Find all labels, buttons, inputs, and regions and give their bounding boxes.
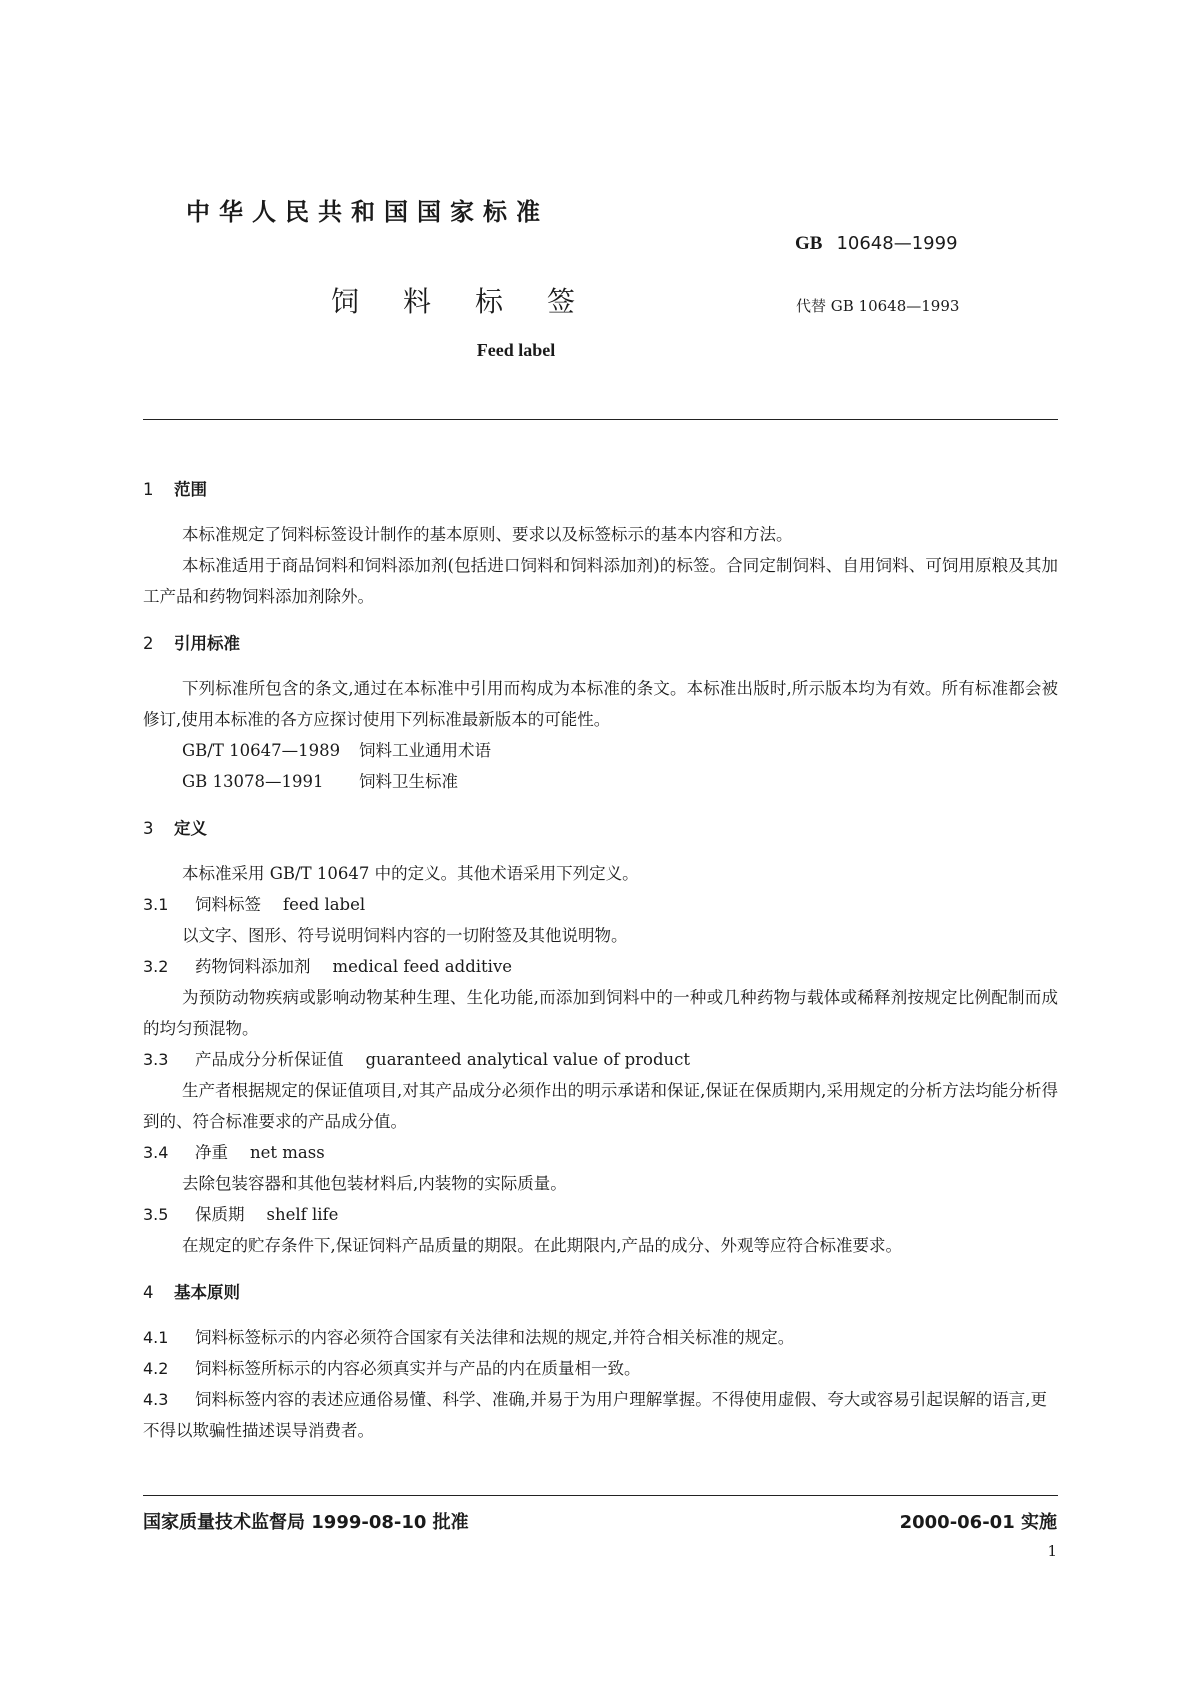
clause-term-en: feed label [283, 895, 366, 914]
section-title: 范围 [174, 480, 207, 499]
clause-definition: 在规定的贮存条件下,保证饲料产品质量的期限。在此期限内,产品的成分、外观等应符合标准要求。 [182, 1236, 902, 1255]
page-number: 1 [1047, 1542, 1057, 1560]
item-number: 4.1 [143, 1328, 169, 1347]
principle-item [143, 1322, 1058, 1353]
spacer [143, 1261, 1058, 1277]
standard-prefix: GB [795, 233, 823, 254]
normative-reference [143, 735, 1058, 766]
section-number: 3 [143, 819, 154, 838]
replaces-note: 代替 GB 10648—1993 [796, 297, 960, 315]
footer-divider [143, 1495, 1058, 1496]
clause-term-en: medical feed additive [332, 957, 513, 976]
clause-definition: 去除包装容器和其他包装材料后,内装物的实际质量。 [182, 1174, 567, 1193]
header-divider [143, 419, 1058, 420]
section-3-heading [143, 813, 1058, 844]
clause-number: 3.2 [143, 957, 169, 976]
approval-date: 国家质量技术监督局 1999-08-10 批准 [143, 1512, 469, 1533]
section-title: 引用标准 [174, 634, 240, 653]
document-title-cn: 饲料标签 [330, 285, 619, 318]
item-text: 饲料标签内容的表述应通俗易懂、科学、准确,并易于为用户理解掌握。不得使用虚假、夸大或容易引起误解的语言,更不得以欺骗性描述误导消费者。 [143, 1390, 1047, 1440]
clause-term-en: net mass [250, 1143, 325, 1162]
clause-heading [143, 951, 1058, 982]
section-title: 基本原则 [174, 1283, 240, 1302]
clause-number: 3.3 [143, 1050, 169, 1069]
item-text: 饲料标签所标示的内容必须真实并与产品的内在质量相一致。 [195, 1359, 641, 1378]
principle-item [143, 1353, 1058, 1384]
paragraph: 下列标准所包含的条文,通过在本标准中引用而构成为本标准的条文。本标准出版时,所示版本均为有效。所有标准都会被修订,使用本标准的各方应探讨使用下列标准最新版本的可能性。 [143, 679, 1058, 729]
clause-term-en: shelf life [266, 1205, 339, 1224]
reference-title: 饲料工业通用术语 [359, 741, 491, 760]
standard-number: 10648—1999 [836, 233, 958, 254]
clause-definition: 以文字、图形、符号说明饲料内容的一切附签及其他说明物。 [182, 926, 628, 945]
clause-heading [143, 1199, 1058, 1230]
section-1-heading [143, 474, 1058, 505]
normative-reference [143, 766, 1058, 797]
clause-number: 3.4 [143, 1143, 169, 1162]
clause-heading [143, 1137, 1058, 1168]
clause-heading [143, 1044, 1058, 1075]
clause-term: 饲料标签 [195, 895, 261, 914]
clause-term-en: guaranteed analytical value of product [365, 1050, 691, 1069]
reference-code: GB/T 10647—1989 [182, 741, 341, 760]
spacer [143, 612, 1058, 628]
paragraph: 本标准采用 GB/T 10647 中的定义。其他术语采用下列定义。 [182, 864, 639, 883]
clause-term: 药物饲料添加剂 [195, 957, 311, 976]
clause-number: 3.5 [143, 1205, 169, 1224]
item-text: 饲料标签标示的内容必须符合国家有关法律和法规的规定,并符合相关标准的规定。 [195, 1328, 795, 1347]
paragraph: 本标准适用于商品饲料和饲料添加剂(包括进口饲料和饲料添加剂)的标签。合同定制饲料、自用饲料、可饲用原粮及其加工产品和药物饲料添加剂除外。 [143, 556, 1058, 606]
document-body [143, 474, 1058, 1446]
spacer [143, 797, 1058, 813]
section-number: 1 [143, 480, 154, 499]
effective-date: 2000-06-01 实施 [899, 1512, 1057, 1533]
clause-definition: 生产者根据规定的保证值项目,对其产品成分必须作出的明示承诺和保证,保证在保质期内,采用规定的分析方法均能分析得到的、符合标准要求的产品成分值。 [143, 1081, 1058, 1131]
clause-term: 产品成分分析保证值 [195, 1050, 344, 1069]
clause-term: 净重 [195, 1143, 228, 1162]
reference-title: 饲料卫生标准 [359, 772, 458, 791]
document-title-en: Feed label [476, 340, 556, 360]
item-number: 4.3 [143, 1390, 169, 1409]
clause-term: 保质期 [195, 1205, 245, 1224]
standard-code [795, 232, 958, 255]
clause-number: 3.1 [143, 895, 169, 914]
section-number: 4 [143, 1283, 154, 1302]
reference-code: GB 13078—1991 [182, 772, 324, 791]
national-standard-title: 中华人民共和国国家标准 [186, 198, 549, 226]
section-4-heading [143, 1277, 1058, 1308]
section-title: 定义 [174, 819, 207, 838]
paragraph: 本标准规定了饲料标签设计制作的基本原则、要求以及标签标示的基本内容和方法。 [182, 525, 793, 544]
item-number: 4.2 [143, 1359, 169, 1378]
clause-heading [143, 889, 1058, 920]
section-2-heading [143, 628, 1058, 659]
clause-definition: 为预防动物疾病或影响动物某种生理、生化功能,而添加到饲料中的一种或几种药物与载体或稀释剂按规定比例配制而成的均匀预混物。 [143, 988, 1058, 1038]
section-number: 2 [143, 634, 154, 653]
principle-item [143, 1384, 1058, 1446]
